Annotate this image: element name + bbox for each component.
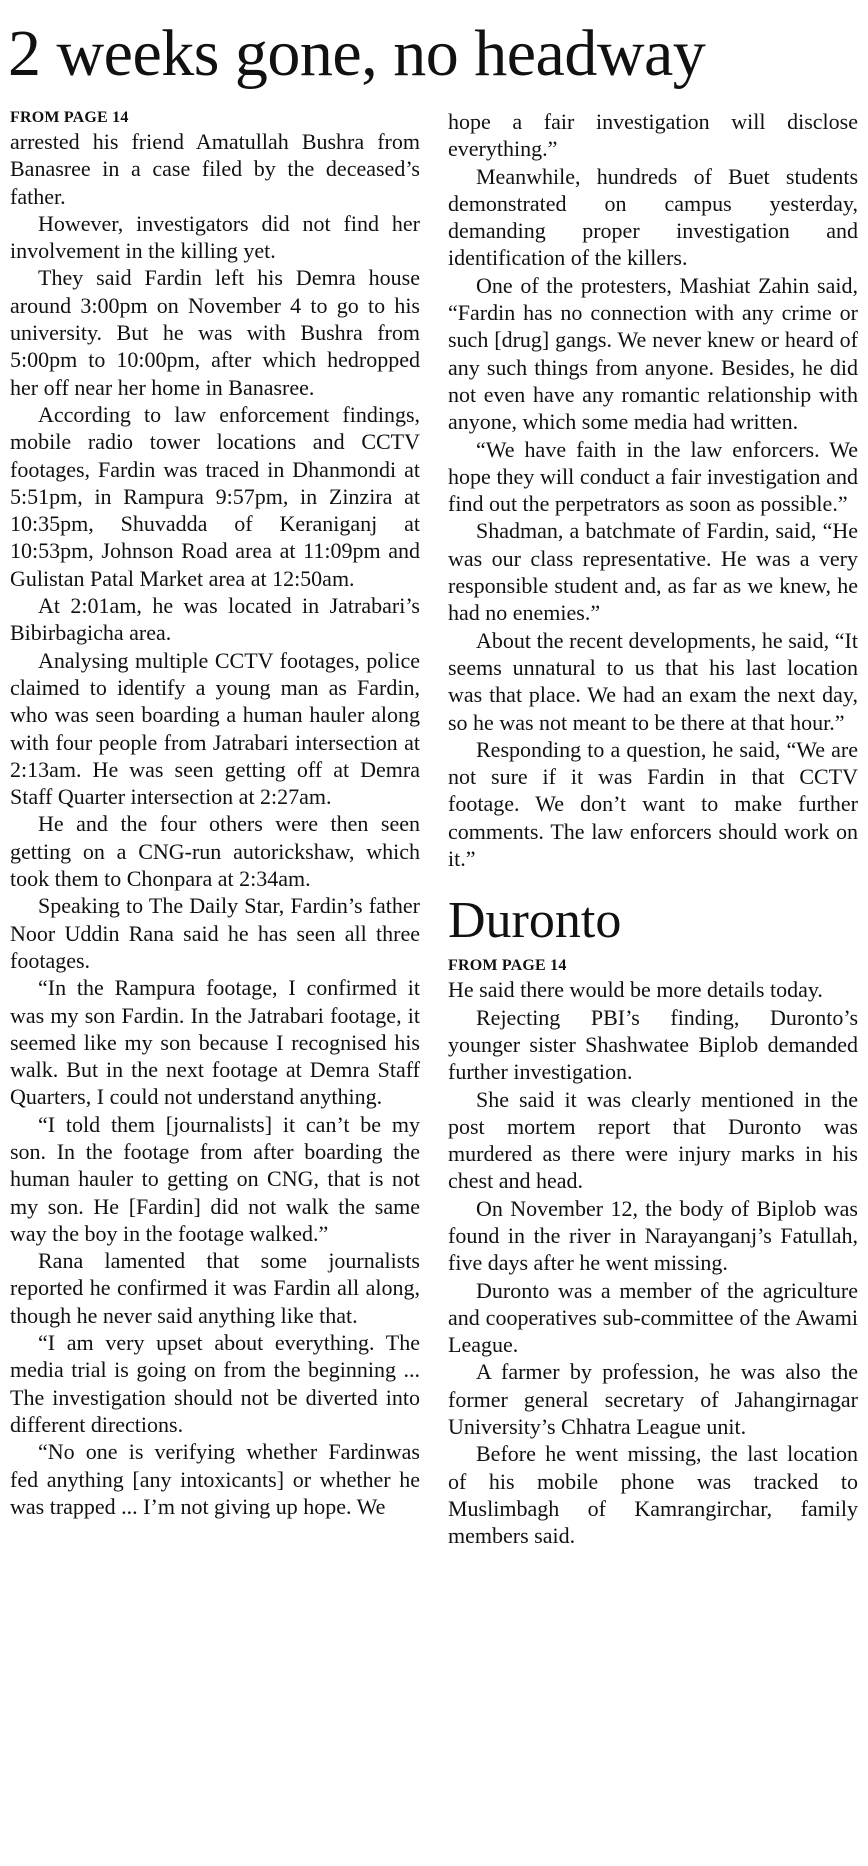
- article-paragraph: About the recent developments, he said, “It seems unnatural to us that his last location was that place. We had an exam the next day, so he was not meant to be there at that hour.”: [448, 627, 858, 735]
- article-paragraph: Rejecting PBI’s finding, Duronto’s younger sister Shashwatee Biplob demanded further investigation.: [448, 1004, 858, 1085]
- article-paragraph: They said Fardin left his Demra house around 3:00pm on November 4 to go to his university. But he was with Bushra from 5:00pm to 10:00pm, after which hedropped her off near her home in Banasree.: [10, 265, 420, 400]
- article-paragraph: A farmer by profession, he was also the former general secretary of Jahangirnagar University’s Chhatra League unit.: [448, 1359, 858, 1440]
- article-paragraph: arrested his friend Amatullah Bushra from Banasree in a case filed by the deceased’s father.: [10, 129, 420, 209]
- article-paragraph: “No one is verifying whether Fardinwas fed anything [any intoxicants] or whether he was trapped ... I’m not giving up hope. We: [10, 1439, 420, 1519]
- article-paragraph: “We have faith in the law enforcers. We hope they will conduct a fair investigation and find out the perpetrators as soon as possible.”: [448, 436, 858, 517]
- article-paragraph: He said there would be more details today.: [448, 977, 823, 1003]
- story-column-left: [10, 108, 420, 1520]
- article-paragraph: However, investigators did not find her involvement in the killing yet.: [10, 210, 420, 264]
- article-paragraph: On November 12, the body of Biplob was found in the river in Narayanganj’s Fatullah, five days after he went missing.: [448, 1195, 858, 1276]
- article-paragraph: “In the Rampura footage, I confirmed it was my son Fardin. In the Jatrabari footage, it seemed like my son because I recognised his walk. But in the next footage at Demra Staff Quarters, I could not understand anything.: [10, 975, 420, 1110]
- article-paragraph: According to law enforcement findings, mobile radio tower locations and CCTV footages, Fardin was traced in Dhanmondi at 5:51pm, in Rampura 9:57pm, in Zinzira at 10:35pm, Shuvadda of Keraniganj at 10:53pm, Johnson Road area at 11:09pm and Gulistan Patal Market area at 12:50am.: [10, 401, 420, 591]
- continued-from-label: FROM PAGE 14: [448, 957, 567, 975]
- article-paragraph: Duronto was a member of the agriculture and cooperatives sub-committee of the Awami League.: [448, 1277, 858, 1358]
- article-paragraph: “I told them [journalists] it can’t be my son. In the footage from after boarding the human hauler to getting on CNG, that is not my son. He [Fardin] did not walk the same way the boy in the footage walked.”: [10, 1111, 420, 1246]
- article-paragraph: Analysing multiple CCTV footages, police claimed to identify a young man as Fardin, who was seen boarding a human hauler along with four people from Jatrabari intersection at 2:13am. He was seen getting off at Demra Staff Quarter intersection at 2:27am.: [10, 647, 420, 810]
- article-paragraph: She said it was clearly mentioned in the post mortem report that Duronto was murdered as there were injury marks in his chest and head.: [448, 1086, 858, 1194]
- article-paragraph: Meanwhile, hundreds of Buet students demonstrated on campus yesterday, demanding proper investigation and identification of the killers.: [448, 163, 858, 271]
- article-paragraph: Shadman, a batchmate of Fardin, said, “He was our class representative. He was a very responsible student and, as far as we knew, he had no enemies.”: [448, 518, 858, 626]
- duronto-headline: Duronto: [448, 892, 622, 950]
- article-paragraph: Responding to a question, he said, “We are not sure if it was Fardin in that CCTV footage. We don’t want to make further comments. The law enforcers should work on it.”: [448, 736, 858, 872]
- article-paragraph: Speaking to The Daily Star, Fardin’s father Noor Uddin Rana said he has seen all three footages.: [10, 893, 420, 973]
- continued-from-label: FROM PAGE 14: [10, 109, 129, 126]
- article-paragraph: Before he went missing, the last location of his mobile phone was tracked to Muslimbagh of Kamrangirchar, family members said.: [448, 1441, 858, 1549]
- article-paragraph: At 2:01am, he was located in Jatrabari’s Bibirbagicha area.: [10, 593, 420, 646]
- article-paragraph: Rana lamented that some journalists reported he confirmed it was Fardin all along, though he never said anything like that.: [10, 1248, 420, 1328]
- article-paragraph: He and the four others were then seen getting on a CNG-run autorickshaw, which took them to Chonpara at 2:34am.: [10, 811, 420, 892]
- article-paragraph: One of the protesters, Mashiat Zahin said, “Fardin has no connection with any crime or such [drug] gangs. We never knew or heard of any such things from anyone. Besides, he did not even have any romantic relationship with anyone, which some media had written.: [448, 272, 858, 435]
- article-paragraph: hope a fair investigation will disclose everything.”: [448, 109, 858, 162]
- story-column-right: [448, 108, 858, 1550]
- main-headline: 2 weeks gone, no headway: [8, 17, 706, 90]
- article-paragraph: “I am very upset about everything. The media trial is going on from the beginning ... The investigation should not be diverted into different directions.: [10, 1330, 420, 1437]
